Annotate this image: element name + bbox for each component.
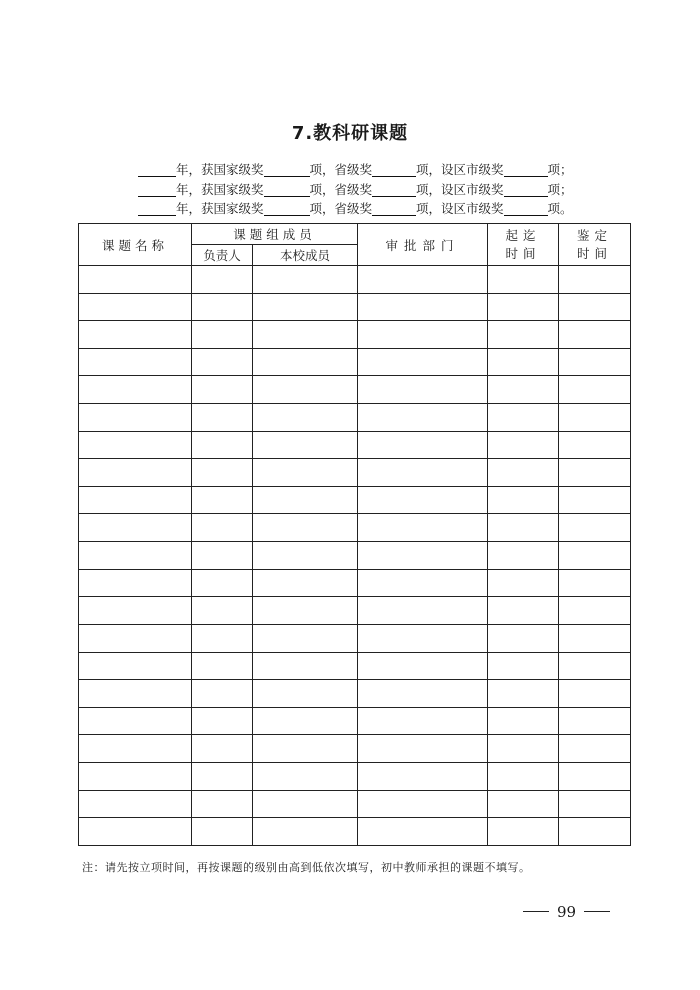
city-award-blank[interactable]	[504, 182, 548, 197]
cell-leader[interactable]	[192, 818, 253, 846]
cell-project-name[interactable]	[79, 624, 192, 652]
award-text: 项，省级奖	[309, 181, 373, 197]
table-row	[79, 569, 631, 597]
dash-divider	[584, 911, 610, 912]
table-row	[79, 624, 631, 652]
cell-appraisal-time[interactable]	[559, 348, 631, 376]
table-header	[79, 224, 631, 266]
cell-leader[interactable]	[192, 707, 253, 735]
cell-approval-department[interactable]	[358, 376, 488, 404]
cell-approval-department[interactable]	[358, 431, 488, 459]
cell-leader[interactable]	[192, 266, 253, 294]
cell-project-name[interactable]	[79, 818, 192, 846]
cell-project-name[interactable]	[79, 266, 192, 294]
cell-appraisal-time[interactable]	[559, 762, 631, 790]
cell-school-members[interactable]	[253, 680, 358, 708]
cell-leader[interactable]	[192, 376, 253, 404]
provincial-award-blank[interactable]	[372, 182, 416, 197]
cell-school-members[interactable]	[253, 735, 358, 763]
cell-school-members[interactable]	[253, 542, 358, 570]
cell-leader[interactable]	[192, 321, 253, 349]
table-row	[79, 597, 631, 625]
cell-project-name[interactable]	[79, 321, 192, 349]
year-blank[interactable]	[138, 201, 176, 216]
header-group-members: 课题组成员	[192, 224, 358, 245]
cell-project-name[interactable]	[79, 652, 192, 680]
cell-approval-department[interactable]	[358, 624, 488, 652]
cell-leader[interactable]	[192, 762, 253, 790]
award-text: 年，获国家级奖	[176, 162, 264, 177]
cell-period[interactable]	[488, 542, 559, 570]
award-text: 年，获国家级奖	[176, 181, 264, 197]
table-row	[79, 293, 631, 321]
header-period-line2: 时间	[505, 245, 541, 261]
cell-project-name[interactable]	[79, 431, 192, 459]
city-award-blank[interactable]	[504, 162, 548, 177]
cell-period[interactable]	[488, 652, 559, 680]
cell-school-members[interactable]	[253, 486, 358, 514]
cell-approval-department[interactable]	[358, 459, 488, 487]
header-period	[488, 224, 559, 266]
cell-school-members[interactable]	[253, 348, 358, 376]
cell-approval-department[interactable]	[358, 293, 488, 321]
cell-leader[interactable]	[192, 624, 253, 652]
cell-appraisal-time[interactable]	[559, 542, 631, 570]
cell-appraisal-time[interactable]	[559, 459, 631, 487]
cell-period[interactable]	[488, 431, 559, 459]
cell-period[interactable]	[488, 624, 559, 652]
cell-leader[interactable]	[192, 486, 253, 514]
cell-school-members[interactable]	[253, 431, 358, 459]
award-text: 项。	[547, 201, 573, 216]
cell-period[interactable]	[488, 707, 559, 735]
cell-appraisal-time[interactable]	[559, 790, 631, 818]
cell-appraisal-time[interactable]	[559, 735, 631, 763]
national-award-blank[interactable]	[264, 162, 310, 177]
cell-school-members[interactable]	[253, 514, 358, 542]
cell-approval-department[interactable]	[358, 597, 488, 625]
cell-school-members[interactable]	[253, 266, 358, 294]
cell-appraisal-time[interactable]	[559, 266, 631, 294]
cell-school-members[interactable]	[253, 707, 358, 735]
table-row	[79, 459, 631, 487]
page-title: 7.教科研课题	[291, 123, 409, 144]
cell-period[interactable]	[488, 376, 559, 404]
cell-leader[interactable]	[192, 652, 253, 680]
table-row	[79, 486, 631, 514]
page-number-block	[523, 903, 610, 921]
cell-period[interactable]	[488, 486, 559, 514]
award-text: 项，省级奖	[309, 162, 373, 177]
table-row	[79, 762, 631, 790]
cell-school-members[interactable]	[253, 569, 358, 597]
cell-period[interactable]	[488, 348, 559, 376]
year-blank[interactable]	[138, 182, 176, 197]
cell-approval-department[interactable]	[358, 266, 488, 294]
national-award-blank[interactable]	[264, 201, 310, 216]
cell-approval-department[interactable]	[358, 680, 488, 708]
cell-period[interactable]	[488, 790, 559, 818]
cell-period[interactable]	[488, 266, 559, 294]
table-row	[79, 542, 631, 570]
cell-project-name[interactable]	[79, 790, 192, 818]
cell-project-name[interactable]	[79, 404, 192, 432]
table-row	[79, 348, 631, 376]
cell-appraisal-time[interactable]	[559, 293, 631, 321]
table-row	[79, 266, 631, 294]
cell-period[interactable]	[488, 404, 559, 432]
table-row	[79, 431, 631, 459]
cell-project-name[interactable]	[79, 459, 192, 487]
table-row	[79, 735, 631, 763]
cell-appraisal-time[interactable]	[559, 376, 631, 404]
cell-appraisal-time[interactable]	[559, 818, 631, 846]
cell-approval-department[interactable]	[358, 707, 488, 735]
cell-leader[interactable]	[192, 431, 253, 459]
cell-period[interactable]	[488, 569, 559, 597]
cell-leader[interactable]	[192, 404, 253, 432]
cell-project-name[interactable]	[79, 597, 192, 625]
cell-period[interactable]	[488, 321, 559, 349]
cell-project-name[interactable]	[79, 569, 192, 597]
table-row	[79, 652, 631, 680]
award-line	[138, 199, 608, 219]
cell-period[interactable]	[488, 514, 559, 542]
cell-period[interactable]	[488, 459, 559, 487]
cell-appraisal-time[interactable]	[559, 404, 631, 432]
cell-school-members[interactable]	[253, 790, 358, 818]
table-row	[79, 404, 631, 432]
table-body	[79, 266, 631, 846]
cell-period[interactable]	[488, 818, 559, 846]
cell-appraisal-time[interactable]	[559, 486, 631, 514]
award-text: 项，省级奖	[309, 201, 373, 216]
cell-project-name[interactable]	[79, 348, 192, 376]
cell-approval-department[interactable]	[358, 321, 488, 349]
cell-leader[interactable]	[192, 735, 253, 763]
cell-appraisal-time[interactable]	[559, 431, 631, 459]
cell-approval-department[interactable]	[358, 790, 488, 818]
cell-appraisal-time[interactable]	[559, 514, 631, 542]
cell-school-members[interactable]	[253, 404, 358, 432]
national-award-blank[interactable]	[264, 182, 310, 197]
award-text: 项；	[547, 162, 573, 177]
header-appraisal-time	[559, 224, 631, 266]
cell-project-name[interactable]	[79, 514, 192, 542]
cell-project-name[interactable]	[79, 376, 192, 404]
cell-approval-department[interactable]	[358, 514, 488, 542]
cell-appraisal-time[interactable]	[559, 321, 631, 349]
header-period-line1: 起迄	[505, 227, 541, 243]
award-line	[138, 160, 608, 180]
header-appraisal-line2: 时间	[577, 245, 613, 261]
cell-approval-department[interactable]	[358, 404, 488, 432]
header-school-members: 本校成员	[253, 245, 358, 266]
cell-leader[interactable]	[192, 542, 253, 570]
cell-school-members[interactable]	[253, 376, 358, 404]
table-row	[79, 376, 631, 404]
cell-project-name[interactable]	[79, 735, 192, 763]
cell-approval-department[interactable]	[358, 348, 488, 376]
award-text: 项；	[547, 181, 573, 197]
provincial-award-blank[interactable]	[372, 162, 416, 177]
year-blank[interactable]	[138, 162, 176, 177]
award-lines	[138, 160, 608, 219]
cell-project-name[interactable]	[79, 293, 192, 321]
cell-project-name[interactable]	[79, 707, 192, 735]
cell-project-name[interactable]	[79, 680, 192, 708]
header-leader: 负责人	[192, 245, 253, 266]
cell-appraisal-time[interactable]	[559, 624, 631, 652]
cell-leader[interactable]	[192, 597, 253, 625]
cell-school-members[interactable]	[253, 459, 358, 487]
cell-period[interactable]	[488, 735, 559, 763]
cell-school-members[interactable]	[253, 652, 358, 680]
table-row	[79, 514, 631, 542]
cell-school-members[interactable]	[253, 321, 358, 349]
award-line	[138, 180, 608, 200]
cell-approval-department[interactable]	[358, 652, 488, 680]
research-projects-table	[78, 223, 631, 846]
award-text: 项，设区市级奖	[416, 181, 504, 197]
cell-approval-department[interactable]	[358, 486, 488, 514]
cell-approval-department[interactable]	[358, 542, 488, 570]
page-number: 99	[557, 903, 577, 921]
table-row	[79, 680, 631, 708]
cell-school-members[interactable]	[253, 818, 358, 846]
footnote: 注：请先按立项时间，再按课题的级别由高到低依次填写，初中教师承担的课题不填写。	[82, 861, 531, 874]
table-row	[79, 707, 631, 735]
table-row	[79, 818, 631, 846]
header-approval-department: 审批部门	[358, 224, 488, 266]
award-text: 项，设区市级奖	[416, 201, 504, 216]
cell-period[interactable]	[488, 680, 559, 708]
cell-approval-department[interactable]	[358, 818, 488, 846]
cell-appraisal-time[interactable]	[559, 707, 631, 735]
cell-leader[interactable]	[192, 790, 253, 818]
cell-leader[interactable]	[192, 348, 253, 376]
cell-appraisal-time[interactable]	[559, 569, 631, 597]
table-row	[79, 790, 631, 818]
header-project-name: 课题名称	[79, 224, 192, 266]
cell-leader[interactable]	[192, 459, 253, 487]
award-text: 年，获国家级奖	[176, 201, 264, 216]
cell-project-name[interactable]	[79, 486, 192, 514]
dash-divider	[523, 911, 549, 912]
provincial-award-blank[interactable]	[372, 201, 416, 216]
cell-period[interactable]	[488, 597, 559, 625]
cell-project-name[interactable]	[79, 542, 192, 570]
cell-appraisal-time[interactable]	[559, 597, 631, 625]
cell-period[interactable]	[488, 293, 559, 321]
cell-appraisal-time[interactable]	[559, 652, 631, 680]
cell-leader[interactable]	[192, 569, 253, 597]
cell-project-name[interactable]	[79, 762, 192, 790]
cell-leader[interactable]	[192, 293, 253, 321]
table-row	[79, 321, 631, 349]
cell-approval-department[interactable]	[358, 735, 488, 763]
cell-approval-department[interactable]	[358, 762, 488, 790]
cell-school-members[interactable]	[253, 624, 358, 652]
cell-appraisal-time[interactable]	[559, 680, 631, 708]
cell-period[interactable]	[488, 762, 559, 790]
header-appraisal-line1: 鉴定	[577, 227, 613, 243]
cell-school-members[interactable]	[253, 597, 358, 625]
city-award-blank[interactable]	[504, 201, 548, 216]
cell-leader[interactable]	[192, 680, 253, 708]
award-text: 项，设区市级奖	[416, 162, 504, 177]
cell-school-members[interactable]	[253, 762, 358, 790]
cell-approval-department[interactable]	[358, 569, 488, 597]
cell-school-members[interactable]	[253, 293, 358, 321]
cell-leader[interactable]	[192, 514, 253, 542]
